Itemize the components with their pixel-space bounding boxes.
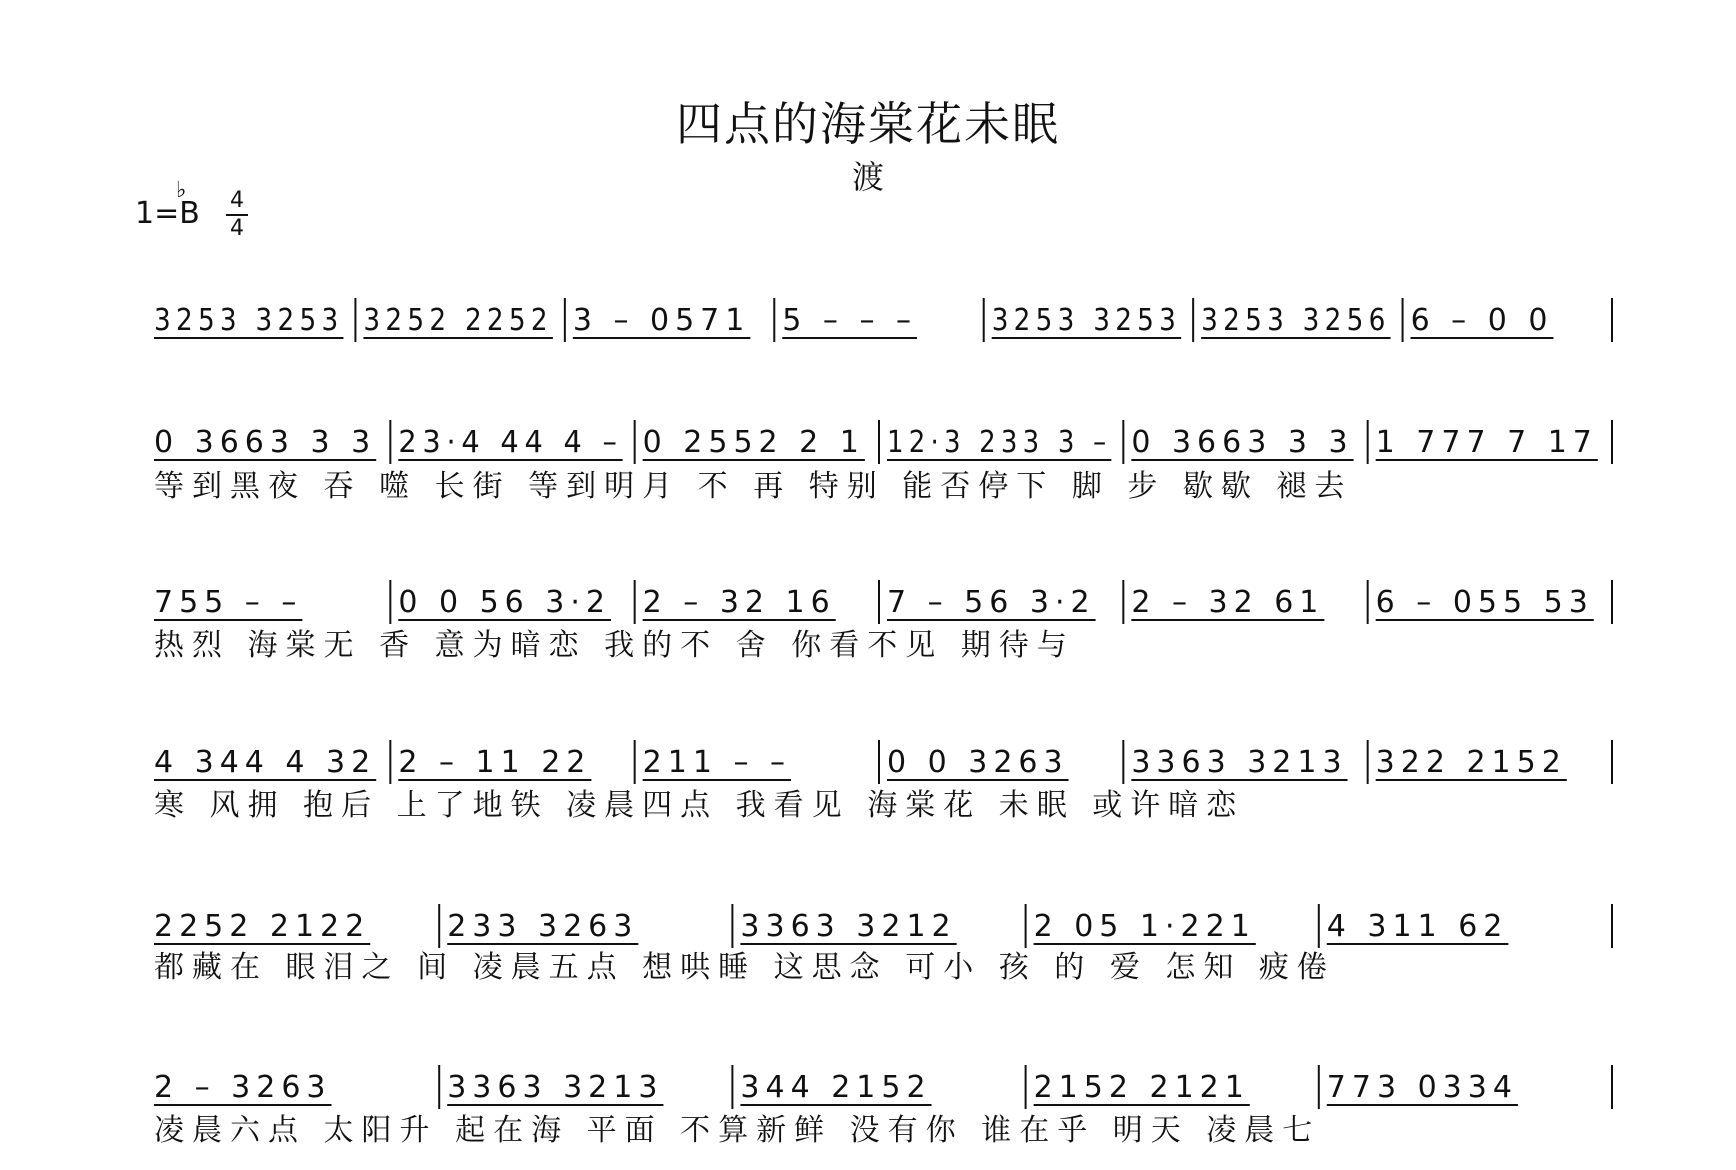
measure-notes: 23·4 44 4 –	[398, 425, 623, 460]
measure-notes: 0 0 56 3·2	[398, 585, 612, 620]
measure-notes: 7 – 56 3·2	[887, 585, 1096, 620]
measure-notes: 4 311 62	[1326, 909, 1509, 944]
measure-notes: 755 – –	[154, 585, 303, 620]
song-title: 四点的海棠花未眠	[676, 97, 1060, 151]
measure-notes: 6 – 0 0	[1410, 303, 1554, 338]
composer: 渡	[851, 158, 884, 196]
measure-notes: 0 0 3263	[887, 745, 1069, 780]
measure-notes: 2 – 3263	[154, 1070, 332, 1105]
key-base: 1=	[135, 196, 180, 231]
measure-notes: 0 2552 2 1	[642, 425, 865, 460]
measure-notes: 344 2152	[740, 1070, 932, 1105]
lyrics-line: 都藏在 眼泪之 间 凌晨五点 想哄睡 这思念 可小 孩 的 爱 怎知 疲倦	[154, 950, 1335, 985]
measure-notes: 2 – 32 16	[642, 585, 836, 620]
measure-notes: 773 0334	[1326, 1070, 1518, 1105]
measure-notes: 2 05 1·221	[1033, 909, 1256, 944]
measure-notes: 3252 2252	[363, 303, 553, 338]
meter-bottom: 4	[230, 216, 244, 241]
measure-notes: 3363 3212	[740, 909, 957, 944]
measure-notes: 211 – –	[642, 745, 792, 780]
measure-notes: 3253 3253	[991, 303, 1182, 338]
measure-notes: 2 – 11 22	[398, 745, 592, 780]
meter-top: 4	[230, 188, 244, 213]
measure-notes: 233 3263	[447, 909, 639, 944]
lyrics-line: 凌晨六点 太阳升 起在海 平面 不算新鲜 没有你 谁在乎 明天 凌晨七	[154, 1113, 1321, 1148]
lyrics-line: 寒 风拥 抱后 上了地铁 凌晨四点 我看见 海棠花 未眠 或许暗恋	[154, 788, 1245, 823]
measure-notes: 3 – 0571	[572, 303, 751, 338]
measure-notes: 3363 3213	[1131, 745, 1348, 780]
key-note: B	[179, 196, 200, 231]
measure-notes: 2252 2122	[154, 909, 371, 944]
lyrics-line: 热烈 海棠无 香 意为暗恋 我的不 舍 你看不见 期待与	[154, 628, 1075, 663]
lyrics-line: 等到黑夜 吞 噬 长街 等到明月 不 再 特别 能否停下 脚 步 歇歇 褪去	[154, 469, 1353, 504]
measure-notes: 3253 3253	[154, 303, 344, 338]
measure-notes: 5 – – –	[782, 303, 917, 338]
measure-notes: 12·3 233 3 –	[887, 425, 1112, 460]
measure-notes: 2 – 32 61	[1131, 585, 1325, 620]
measure-notes: 0 3663 3 3	[1131, 425, 1354, 460]
flat-sign: ♭	[176, 178, 187, 203]
measure-notes: 4 344 4 32	[154, 745, 377, 780]
measure-notes: 0 3663 3 3	[154, 425, 377, 460]
measure-notes: 3253 3256	[1201, 303, 1391, 338]
measure-notes: 2152 2121	[1033, 1070, 1250, 1105]
measure-notes: 322 2152	[1375, 745, 1567, 780]
measure-notes: 3363 3213	[447, 1070, 664, 1105]
measure-notes: 6 – 055 53	[1375, 585, 1594, 620]
measure-notes: 1 777 7 17	[1375, 425, 1598, 460]
